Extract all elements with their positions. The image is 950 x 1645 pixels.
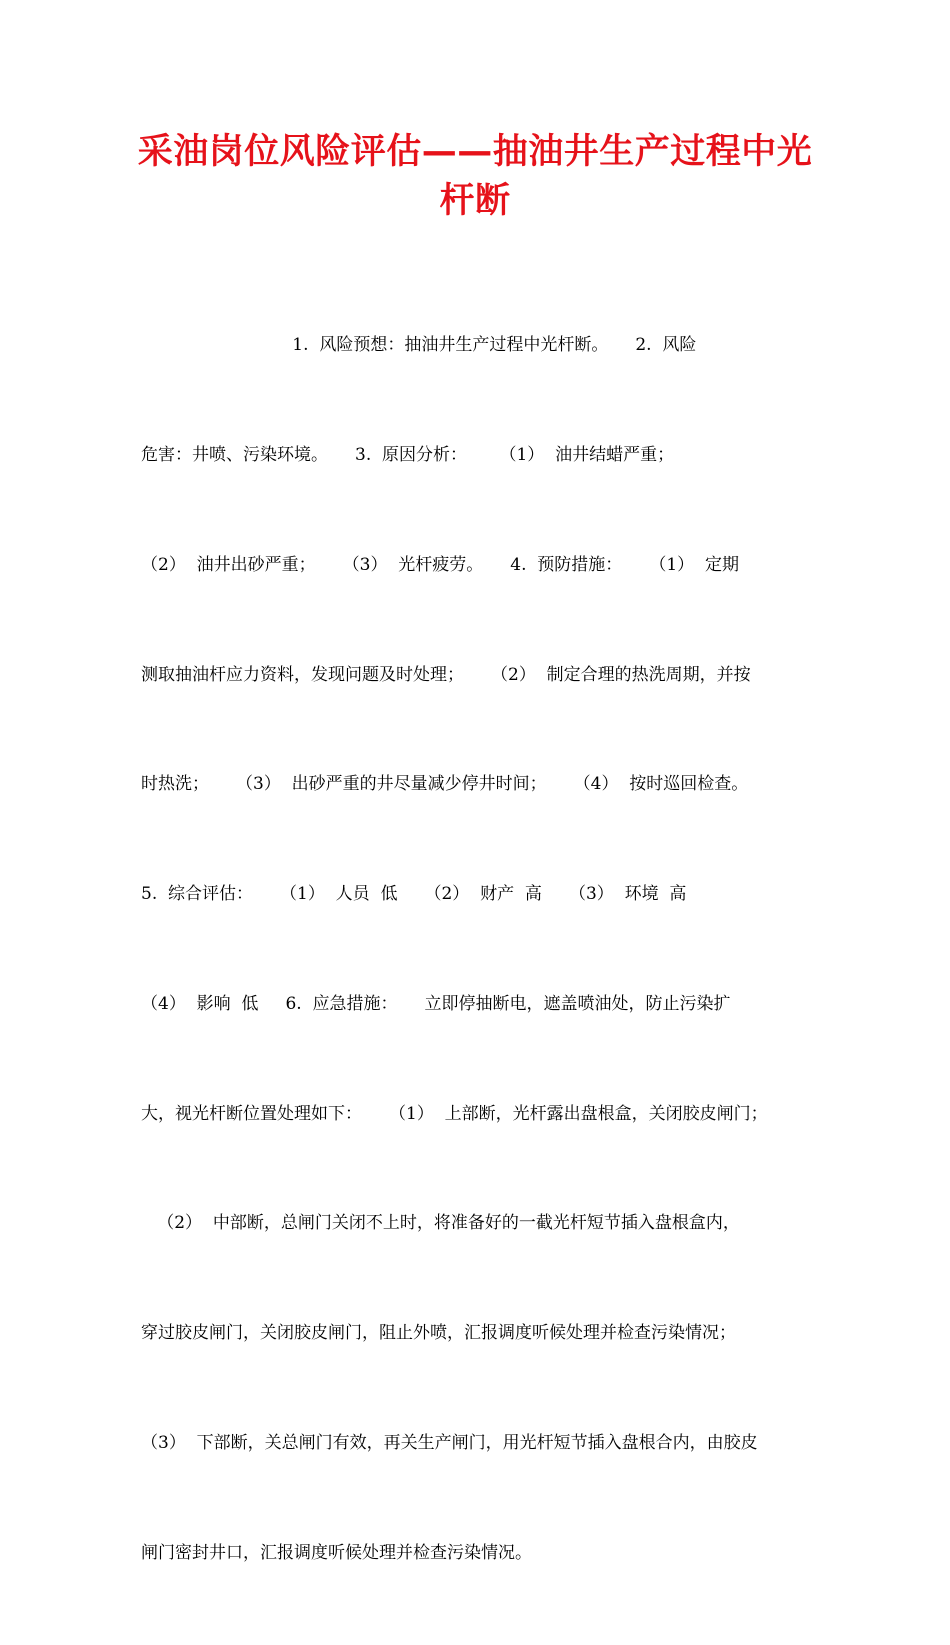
body-line: 穿过胶皮闸门，关闭胶皮闸门，阻止外喷，汇报调度听候处理并检查污染情况；: [141, 1323, 736, 1344]
title-line-1: 采油岗位风险评估——抽油井生产过程中光: [137, 132, 813, 172]
body-line: （4） 影响 低 6. 应急措施： 立即停抽断电，遮盖喷油处，防止污染扩: [141, 993, 731, 1014]
body-line: 测取抽油杆应力资料，发现问题及时处理； （2） 制定合理的热洗周期，并按: [141, 664, 751, 685]
body-line: 时热洗； （3） 出砂严重的井尽量减少停井时间； （4） 按时巡回检查。: [141, 774, 749, 795]
body-line: 闸门密封井口，汇报调度听候处理并检查污染情况。: [141, 1542, 532, 1563]
body-line: （2） 油井出砂严重； （3） 光杆疲劳。 4. 预防措施： （1） 定期: [141, 554, 739, 575]
document-title: [120, 128, 830, 226]
body-line: 大，视光杆断位置处理如下： （1） 上部断，光杆露出盘根盒，关闭胶皮闸门；: [141, 1103, 768, 1124]
document-body: [141, 254, 813, 1645]
body-line: 5. 综合评估： （1） 人员 低 （2） 财产 高 （3） 环境 高: [141, 884, 687, 905]
body-line: 危害：井喷、污染环境。 3. 原因分析： （1） 油井结蜡严重；: [141, 444, 675, 465]
body-line: （3） 下部断，关总闸门有效，再关生产闸门，用光杆短节插入盘根合内，由胶皮: [141, 1433, 758, 1453]
title-line-2: 杆断: [439, 181, 511, 221]
body-line: （2） 中部断，总闸门关闭不上时，将准备好的一截光杆短节插入盘根盒内，: [141, 1213, 740, 1234]
body-line: 1. 风险预想：抽油井生产过程中光杆断。 2. 风险: [141, 335, 697, 356]
